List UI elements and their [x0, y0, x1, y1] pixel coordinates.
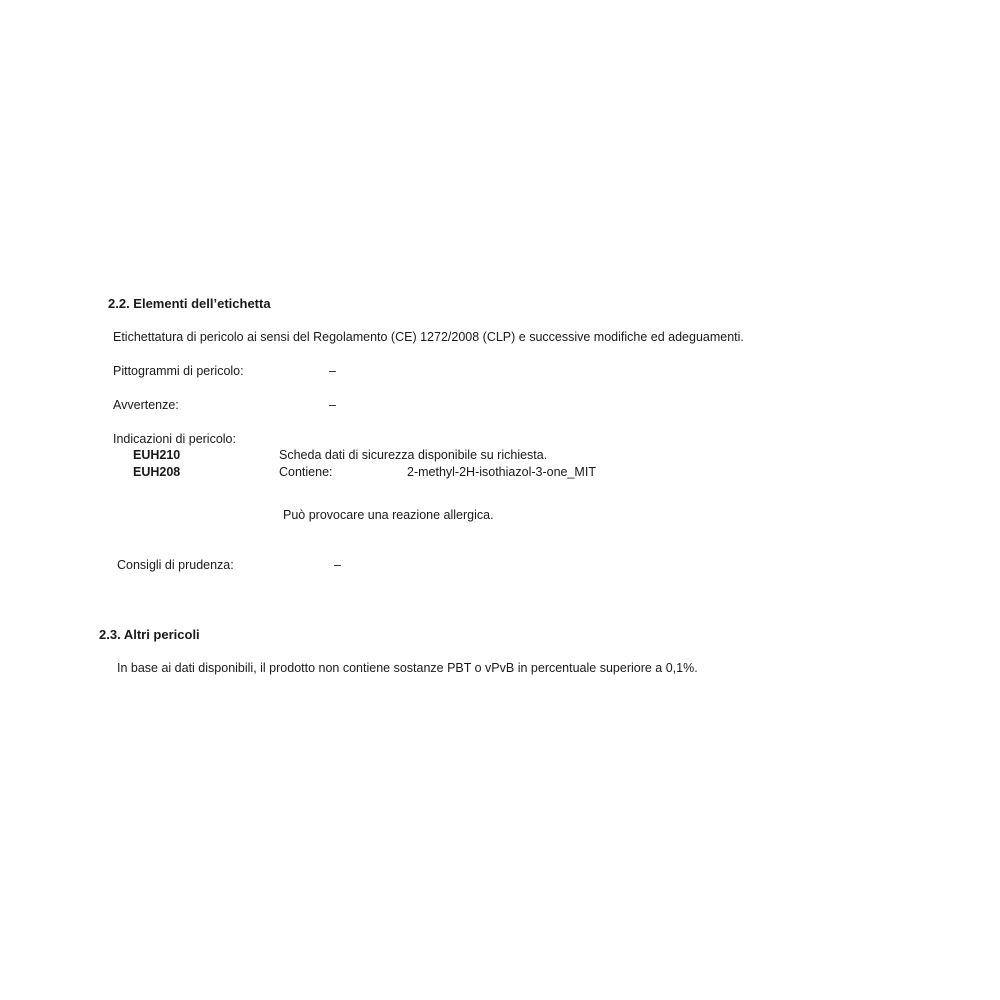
signal-word-label: Avvertenze: [113, 398, 179, 412]
hazard-code-euh210: EUH210 [133, 448, 181, 462]
hazard-text-euh208: Contiene: [279, 465, 333, 479]
precautionary-label: Consigli di prudenza: [117, 558, 234, 572]
pictograms-value: – [329, 364, 336, 378]
other-hazards-text: In base ai dati disponibili, il prodotto non contiene sostanze PBT o vPvB in percentuale superiore a 0,1%. [117, 661, 698, 675]
pictograms-label: Pittogrammi di pericolo: [113, 364, 244, 378]
labelling-intro: Etichettatura di pericolo ai sensi del Regolamento (CE) 1272/2008 (CLP) e successive modifiche ed adeguamenti. [113, 330, 744, 344]
hazard-statements-label: Indicazioni di pericolo: [113, 432, 236, 446]
allergy-note: Può provocare una reazione allergica. [283, 508, 494, 522]
hazard-text-euh210: Scheda dati di sicurezza disponibile su richiesta. [279, 448, 548, 462]
section-2-3-heading: 2.3. Altri pericoli [99, 627, 200, 642]
signal-word-value: – [329, 398, 336, 412]
section-2-2-heading: 2.2. Elementi dell’etichetta [108, 296, 271, 311]
hazard-substance-euh208: 2-methyl-2H-isothiazol-3-one_MIT [407, 465, 596, 479]
hazard-code-euh208: EUH208 [133, 465, 181, 479]
precautionary-value: – [334, 558, 341, 572]
